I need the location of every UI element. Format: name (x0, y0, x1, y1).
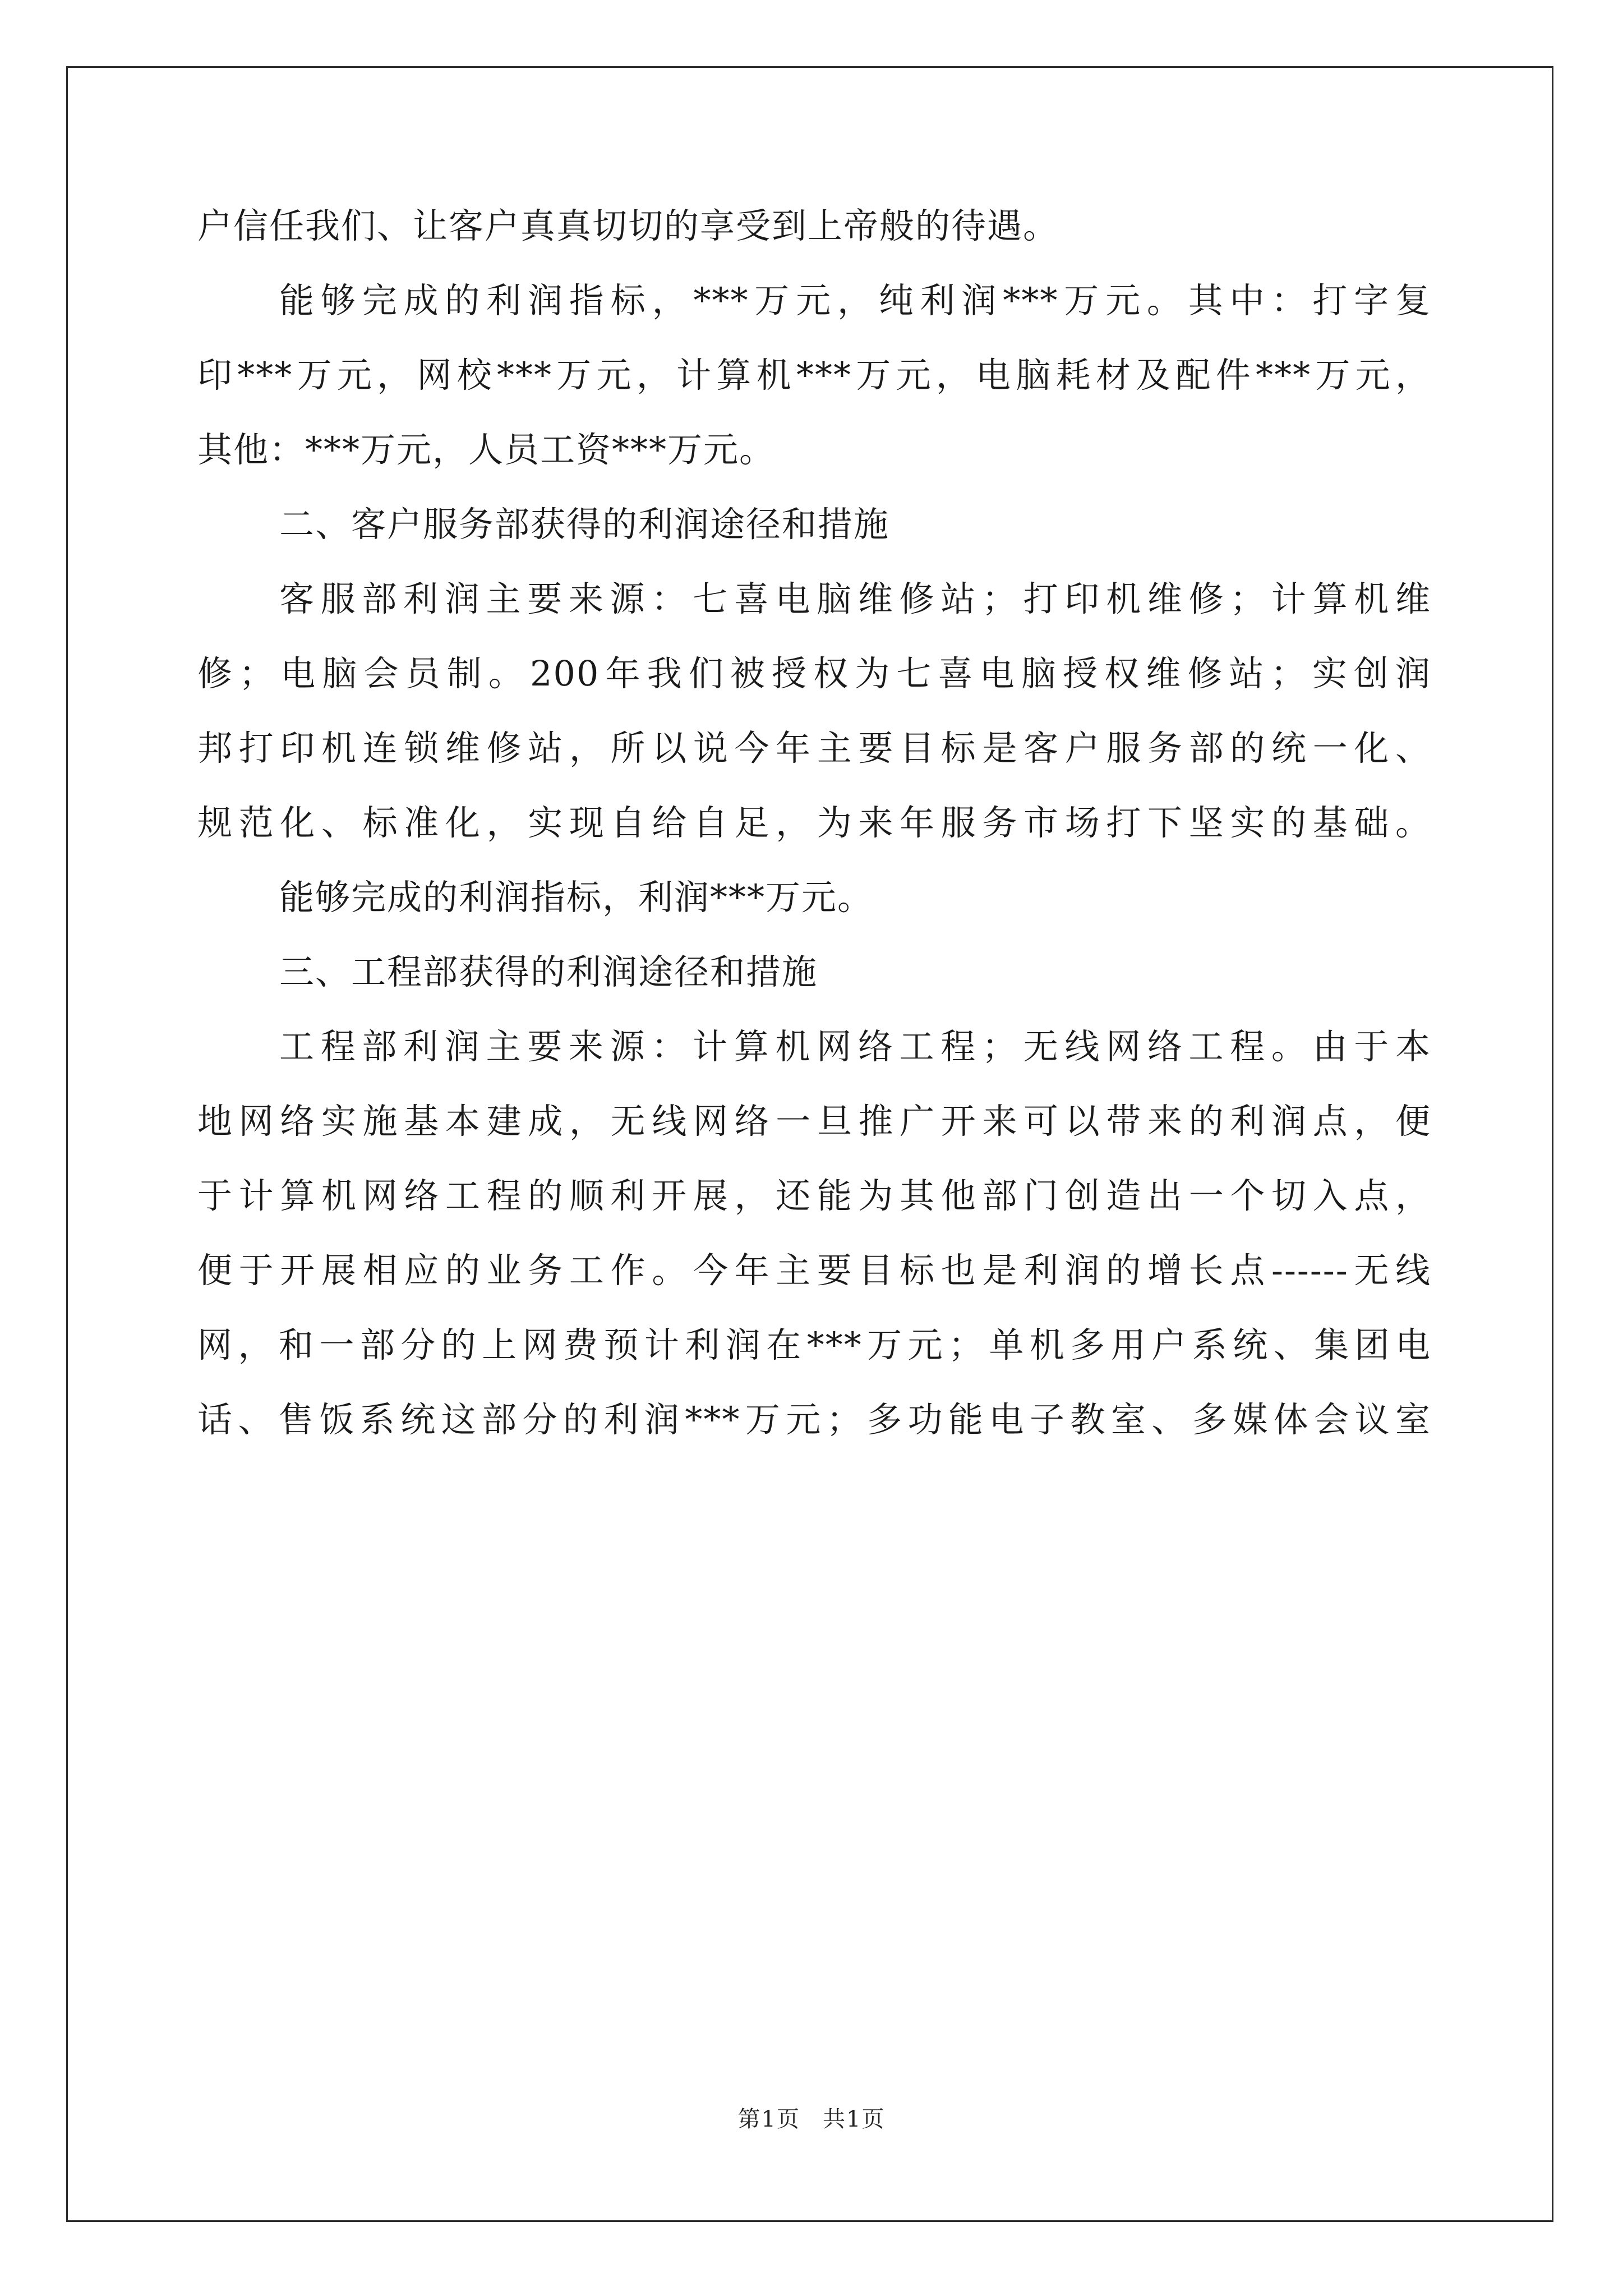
text-line: 于计算机网络工程的顺利开展，还能为其他部门创造出一个切入点， (197, 1175, 1431, 1216)
text-line: 网，和一部分的上网费预计利润在***万元；单机多用户系统、集团电 (197, 1324, 1431, 1365)
text-line: 能够完成的利润指标，利润***万元。 (279, 877, 874, 918)
page-number: 第1页 (737, 2106, 800, 2132)
text-line: 话、售饭系统这部分的利润***万元；多功能电子教室、多媒体会议室 (197, 1399, 1431, 1440)
text-line: 规范化、标准化，实现自给自足，为来年服务市场打下坚实的基础。 (197, 802, 1431, 843)
document-body (197, 205, 1431, 1476)
text-line: 邦打印机连锁维修站，所以说今年主要目标是客户服务部的统一化、 (197, 728, 1431, 769)
text-line: 修；电脑会员制。200年我们被授权为七喜电脑授权维修站；实创润 (197, 653, 1431, 694)
text-line: 客服部利润主要来源：七喜电脑维修站；打印机维修；计算机维 (279, 578, 1431, 619)
text-line: 户信任我们、让客户真真切切的享受到上帝般的待遇。 (197, 205, 1059, 246)
text-line: 便于开展相应的业务工作。今年主要目标也是利润的增长点------无线 (197, 1250, 1431, 1291)
text-line: 其他：***万元，人员工资***万元。 (197, 429, 776, 470)
section-heading: 二、客户服务部获得的利润途径和措施 (279, 504, 890, 545)
page-footer (0, 2107, 1623, 2132)
section-heading: 三、工程部获得的利润途径和措施 (279, 951, 818, 992)
text-line: 能够完成的利润指标，***万元，纯利润***万元。其中：打字复 (279, 280, 1431, 321)
text-line: 印***万元，网校***万元，计算机***万元，电脑耗材及配件***万元， (197, 355, 1431, 395)
text-line: 地网络实施基本建成，无线网络一旦推广开来可以带来的利润点，便 (197, 1101, 1431, 1142)
page-total: 共1页 (823, 2106, 886, 2132)
text-line: 工程部利润主要来源：计算机网络工程；无线网络工程。由于本 (279, 1026, 1431, 1067)
